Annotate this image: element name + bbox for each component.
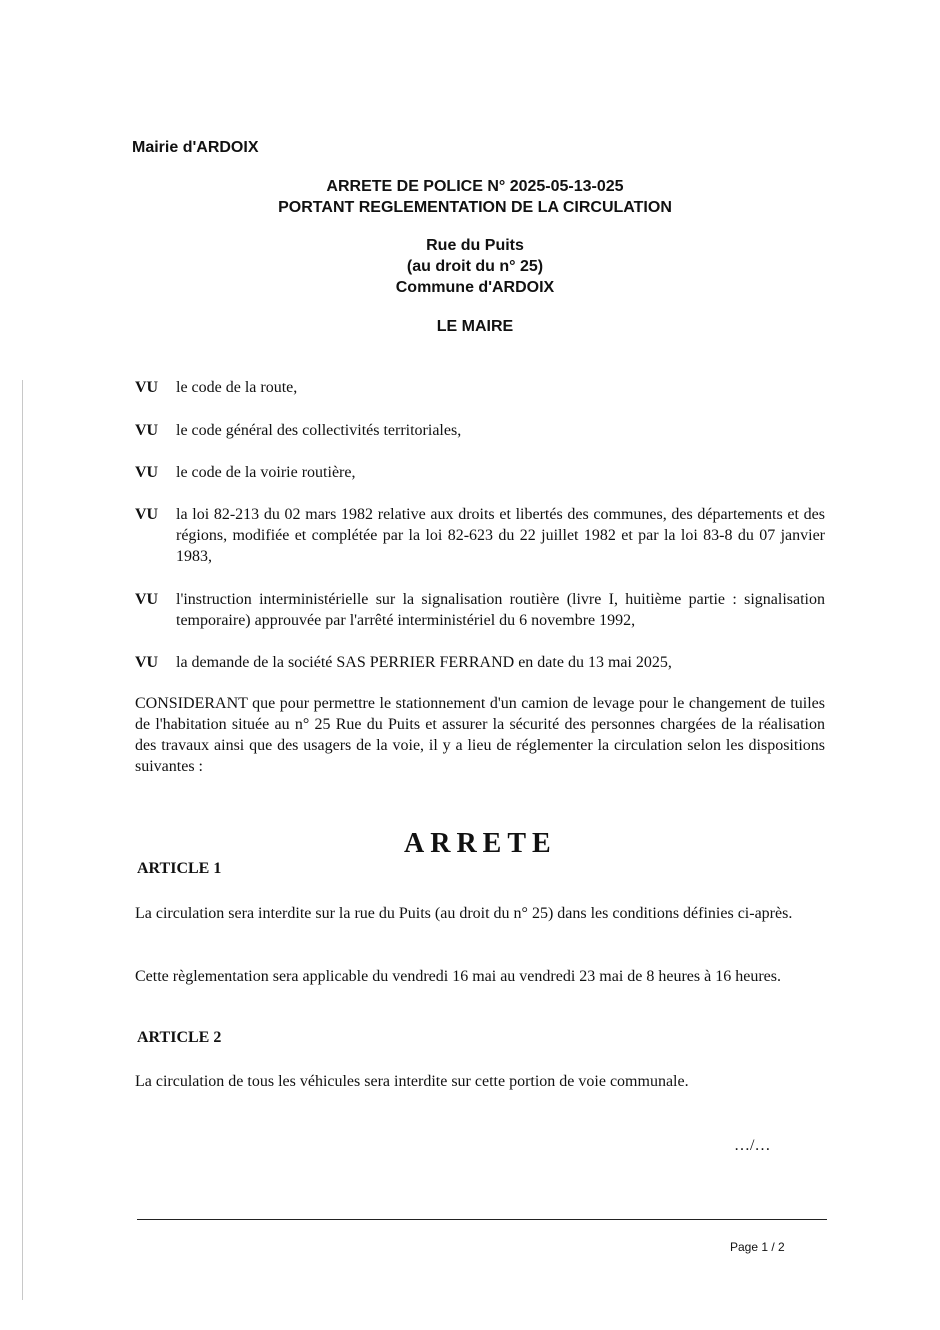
vu-item: [135, 589, 825, 631]
vu-item: [135, 504, 825, 567]
article-2-heading: ARTICLE 2: [137, 1029, 222, 1046]
scan-artifact-line: [22, 380, 23, 1300]
vu-text: la loi 82-213 du 02 mars 1982 relative aux droits et libertés des communes, des départements et des régions, modifiée et complétée par la loi 82-623 du 22 juillet 1982 et par la loi 83-8 du 07 janvier 1983,: [176, 506, 825, 565]
vu-text: le code de la route,: [176, 379, 298, 396]
vu-label: VU: [135, 379, 159, 396]
decree-title: [130, 176, 820, 218]
vu-item: [135, 377, 825, 398]
article-1-heading: ARTICLE 1: [137, 860, 222, 877]
location-commune: Commune d'ARDOIX: [395, 279, 555, 296]
vu-text: le code de la voirie routière,: [176, 464, 356, 481]
vu-item: [135, 420, 825, 441]
article-1-paragraph-2: Cette règlementation sera applicable du vendredi 16 mai au vendredi 23 mai de 8 heures à 16 heures.: [135, 968, 781, 985]
vu-item: [135, 462, 825, 483]
continuation-mark: …/…: [734, 1137, 771, 1154]
vu-item: [135, 652, 825, 673]
location-block: [130, 235, 820, 298]
decree-title-line-2: PORTANT REGLEMENTATION DE LA CIRCULATION: [278, 199, 672, 216]
vu-label: VU: [135, 506, 159, 523]
vu-text: l'instruction interministérielle sur la signalisation routière (livre I, huitième partie : signalisation temporaire) approuvée par l'arrêté interministériel du 6 novembre 1992,: [176, 591, 825, 629]
vu-label: VU: [135, 654, 159, 671]
decision-heading: ARRETE: [404, 828, 557, 859]
considerant-paragraph: CONSIDERANT que pour permettre le stationnement d'un camion de levage pour le changement de tuiles de l'habitation située au n° 25 Rue du Puits et assurer la sécurité des personnes chargées de la réalisation des travaux ainsi que des usagers de la voie, il y a lieu de réglementer la circulation selon les dispositions suivantes :: [135, 695, 825, 775]
vu-label: VU: [135, 591, 159, 608]
vu-text: la demande de la société SAS PERRIER FERRAND en date du 13 mai 2025,: [176, 654, 672, 671]
vu-text: le code général des collectivités territoriales,: [176, 422, 462, 439]
decree-title-line-1: ARRETE DE POLICE N° 2025-05-13-025: [326, 178, 624, 195]
article-2-paragraph-1: La circulation de tous les véhicules sera interdite sur cette portion de voie communale.: [135, 1073, 689, 1090]
location-detail: (au droit du n° 25): [406, 258, 544, 275]
authority-heading: LE MAIRE: [436, 318, 514, 335]
vu-label: VU: [135, 464, 159, 481]
issuer-name: Mairie d'ARDOIX: [132, 139, 259, 156]
page-number: Page 1 / 2: [730, 1240, 785, 1254]
article-1-paragraph-1: La circulation sera interdite sur la rue du Puits (au droit du n° 25) dans les conditions définies ci-après.: [135, 905, 793, 922]
vu-label: VU: [135, 422, 159, 439]
location-street: Rue du Puits: [426, 237, 524, 254]
footer-divider: [137, 1219, 827, 1220]
